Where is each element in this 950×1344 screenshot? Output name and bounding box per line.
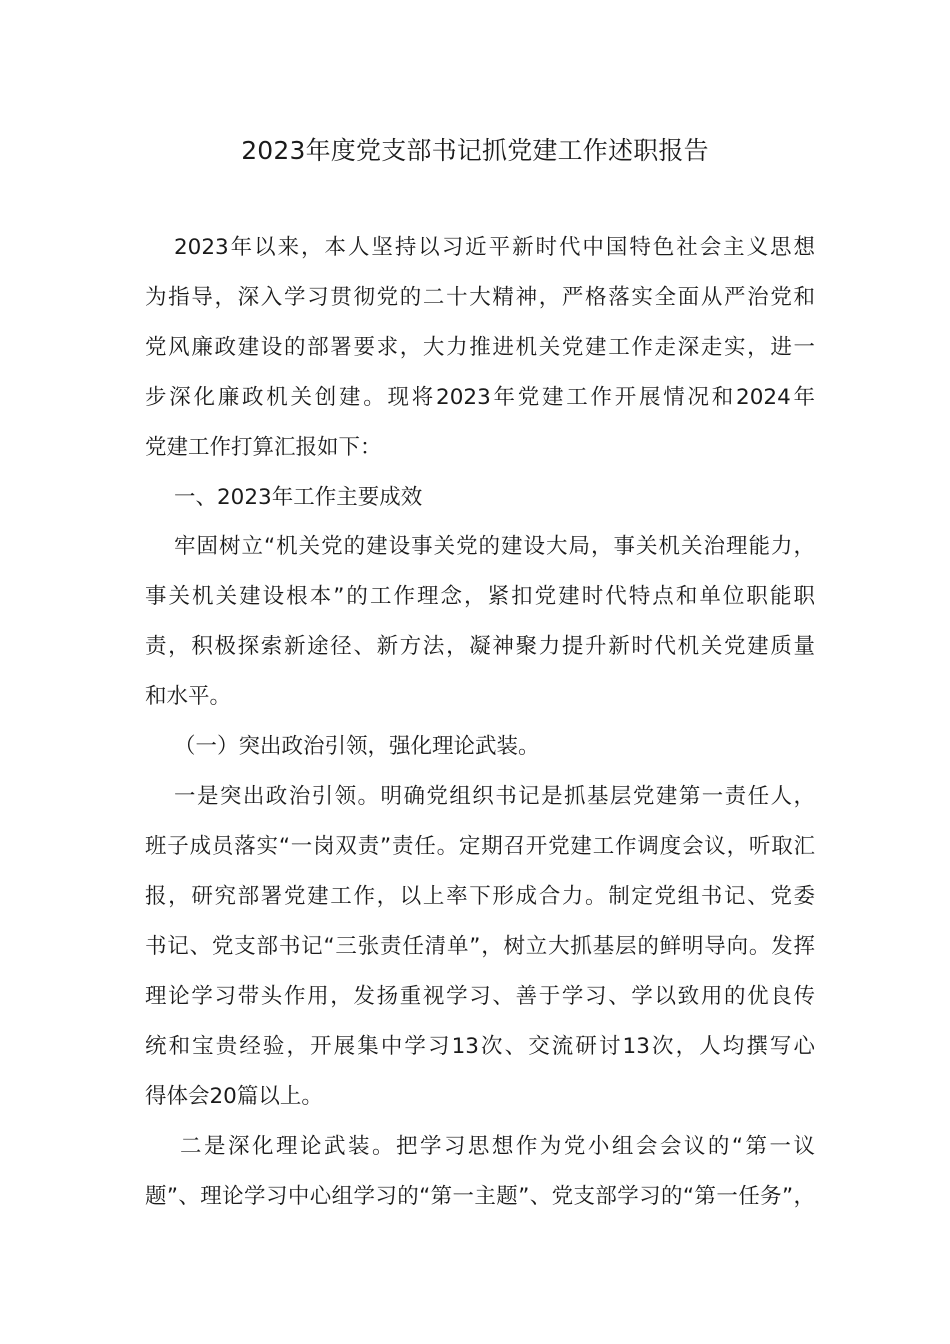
paragraph-line: 二是深化理论武装。把学习思想作为党小组会会议的“第一议: [180, 1134, 815, 1159]
paragraph-line: 和水平。: [145, 684, 232, 709]
paragraph-line: 书记、党支部书记“三张责任清单”，树立大抓基层的鲜明导向。发挥: [145, 934, 815, 959]
paragraph-line: 党风廉政建设的部署要求，大力推进机关党建工作走深走实，进一: [145, 335, 815, 360]
paragraph-line: 党建工作打算汇报如下：: [145, 435, 382, 460]
paragraph-line: 一是突出政治引领。明确党组织书记是抓基层党建第一责任人，: [174, 784, 815, 809]
paragraph-line: 2023年以来，本人坚持以习近平新时代中国特色社会主义思想: [174, 235, 815, 260]
paragraph-line: 报，研究部署党建工作，以上率下形成合力。制定党组书记、党委: [145, 884, 815, 909]
paragraph-line: 理论学习带头作用，发扬重视学习、善于学习、学以致用的优良传: [145, 984, 815, 1009]
paragraph-line: 为指导，深入学习贯彻党的二十大精神，严格落实全面从严治党和: [145, 285, 815, 310]
paragraph-line: 责，积极探索新途径、新方法，凝神聚力提升新时代机关党建质量: [145, 634, 815, 659]
paragraph-line: 班子成员落实“一岗双责”责任。定期召开党建工作调度会议，听取汇: [145, 834, 815, 859]
paragraph-line: 得体会20篇以上。: [145, 1084, 323, 1109]
paragraph-line: 牢固树立“机关党的建设事关党的建设大局，事关机关治理能力，: [174, 534, 815, 559]
paragraph-line: 步深化廉政机关创建。现将2023年党建工作开展情况和2024年: [145, 385, 815, 410]
section-heading: 一、2023年工作主要成效: [174, 485, 423, 510]
paragraph-line: 事关机关建设根本”的工作理念，紧扣党建时代特点和单位职能职: [145, 584, 815, 609]
subsection-heading: （一）突出政治引领，强化理论武装。: [174, 734, 540, 759]
document-title: 2023年度党支部书记抓党建工作述职报告: [241, 136, 709, 165]
paragraph-line: 统和宝贵经验，开展集中学习13次、交流研讨13次，人均撰写心: [145, 1034, 815, 1059]
paragraph-line: 题”、理论学习中心组学习的“第一主题”、党支部学习的“第一任务”，: [145, 1184, 815, 1209]
